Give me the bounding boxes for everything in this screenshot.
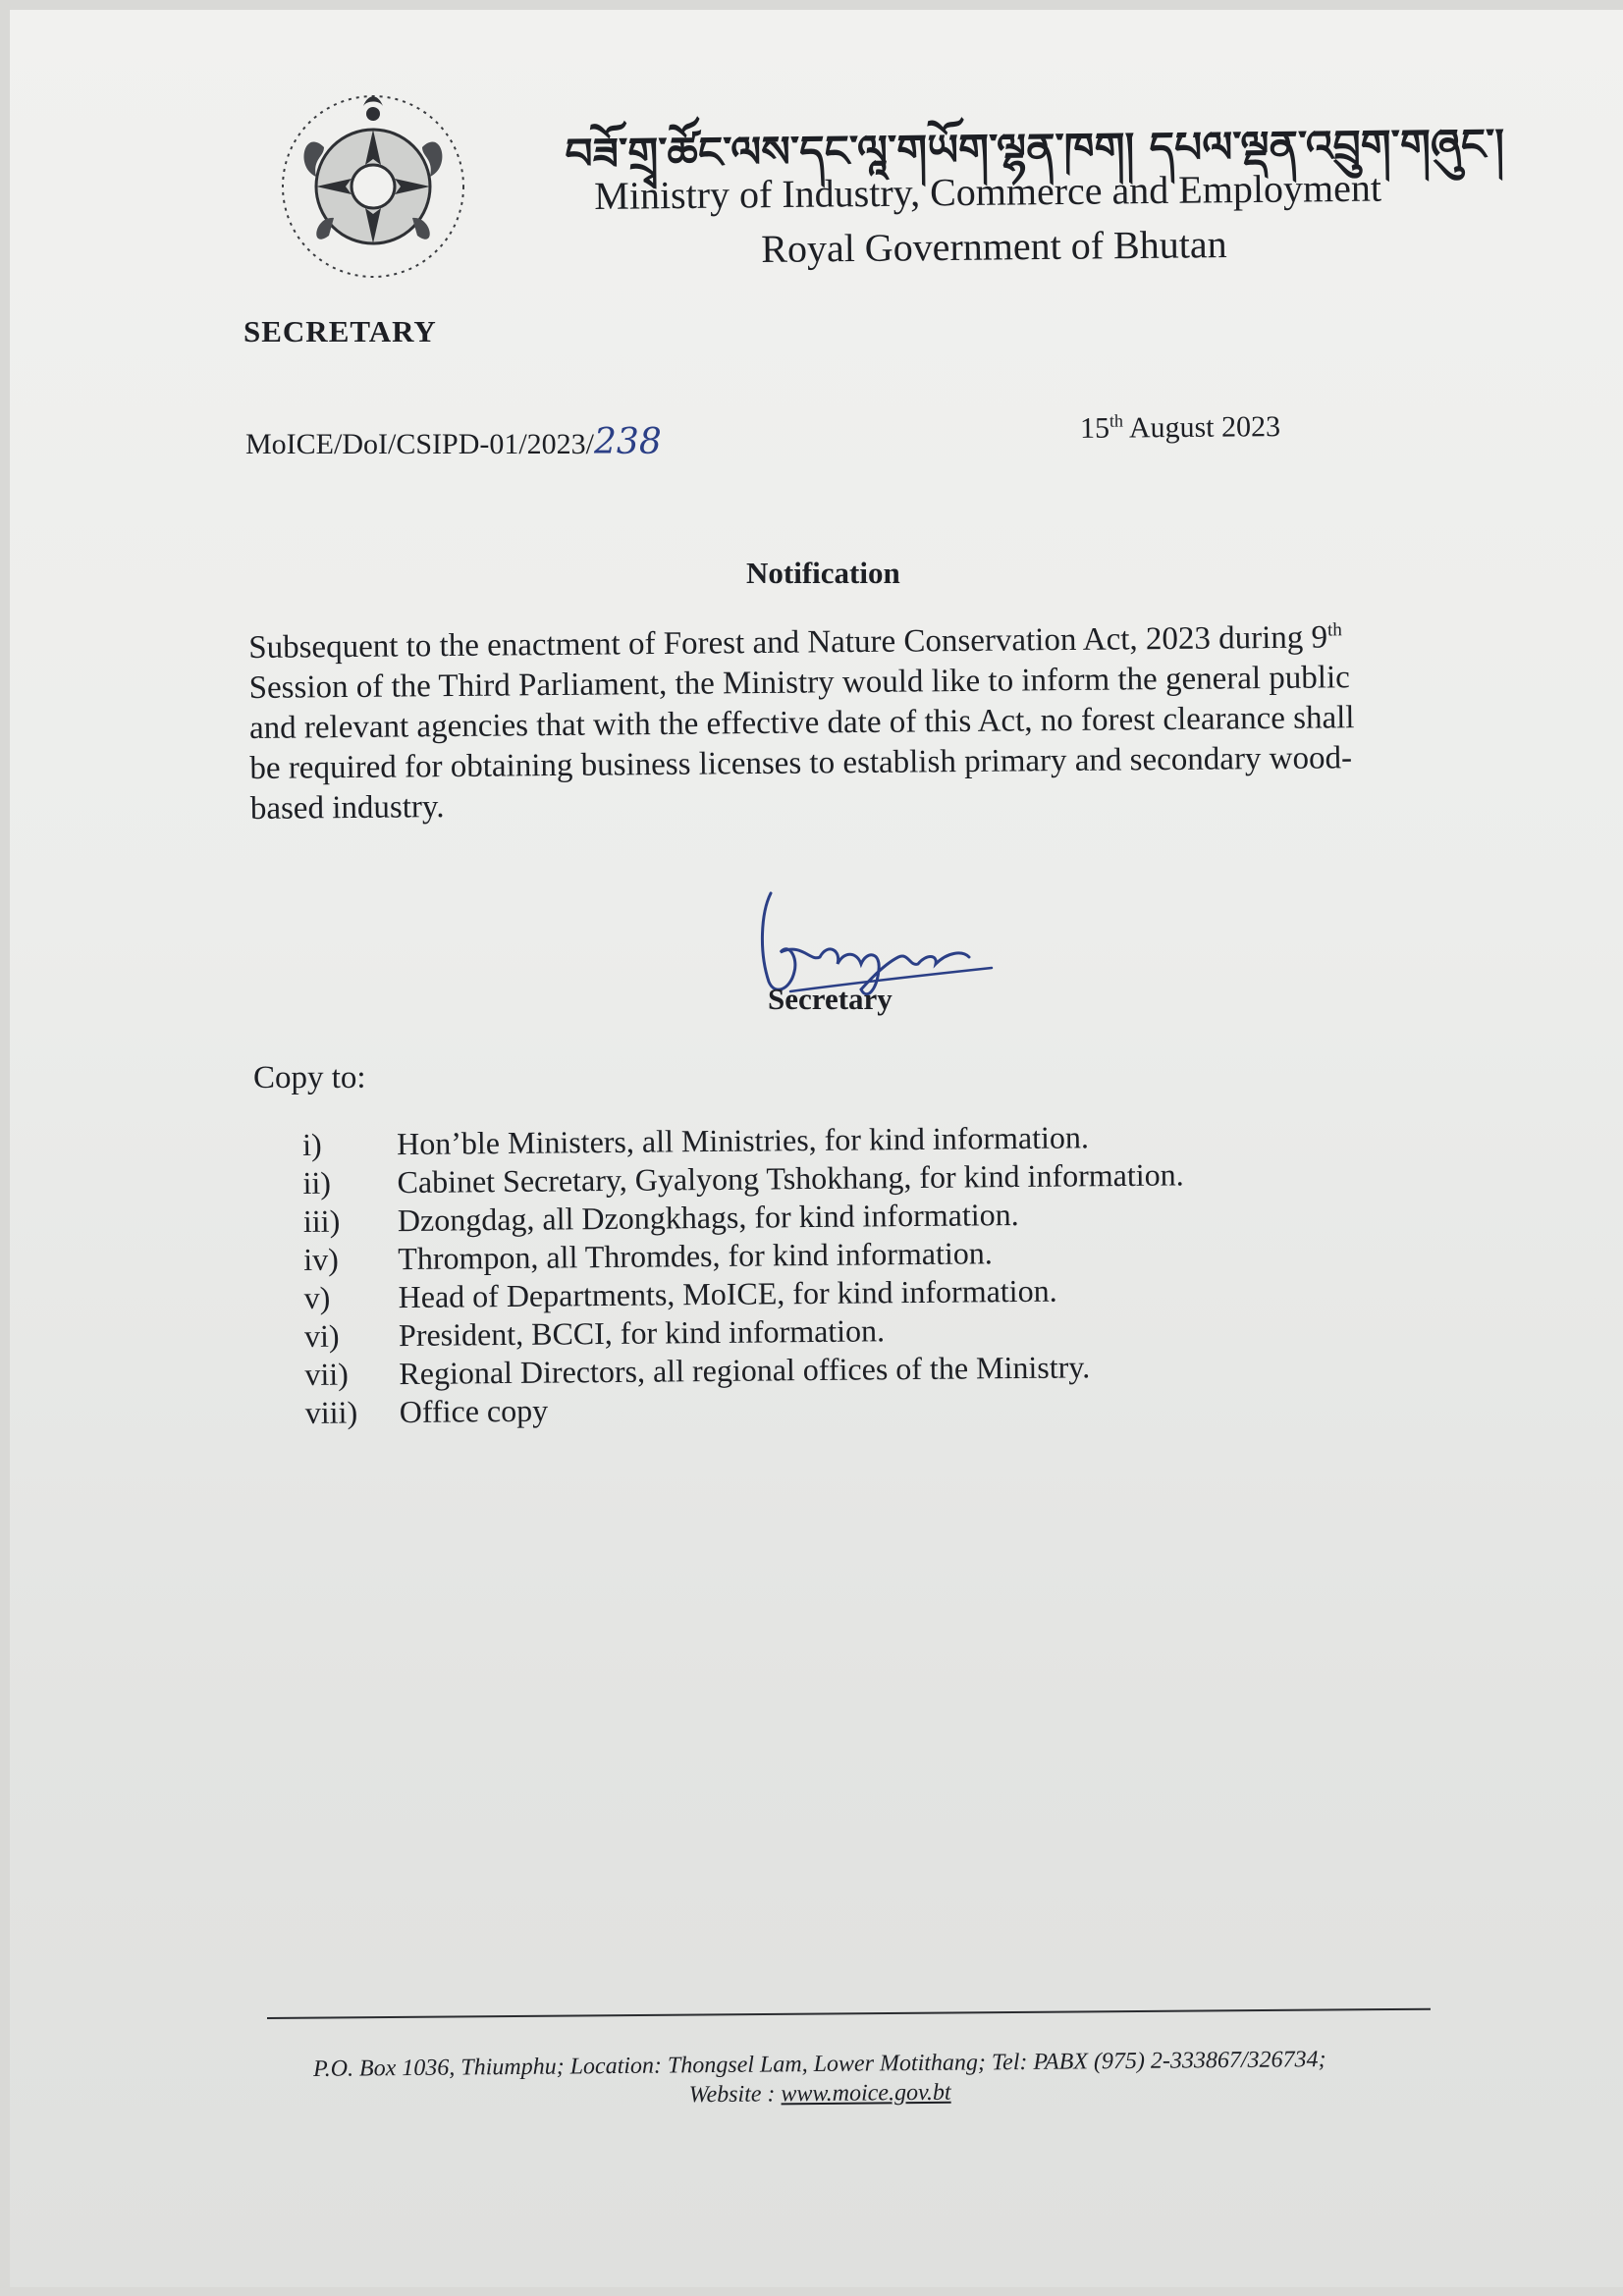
- signatory-title: Secretary: [768, 982, 893, 1016]
- list-item-number: vi): [303, 1317, 340, 1354]
- body-line: and relevant agencies that with the effective date of this Act, no forest clearance shall: [248, 700, 1355, 746]
- notification-body: [248, 610, 1409, 829]
- reference-number: [245, 422, 662, 462]
- list-item-number: ii): [302, 1164, 332, 1201]
- list-item-text: Hon’ble Ministers, all Ministries, for kind information.: [396, 1119, 1090, 1162]
- footer-divider: [267, 2008, 1431, 2019]
- reference-prefix: MoICE/DoI/CSIPD-01/2023/: [245, 428, 595, 460]
- national-emblem-icon: [255, 88, 491, 304]
- letter-page: [10, 10, 1623, 2287]
- website-link[interactable]: www.moice.gov.bt: [781, 2079, 951, 2108]
- office-heading: SECRETARY: [243, 314, 437, 348]
- list-item-number: iv): [303, 1241, 340, 1277]
- letter-date: [1080, 409, 1280, 446]
- list-item-text: Thrompon, all Thromdes, for kind information.: [398, 1235, 993, 1277]
- date-day: 15: [1079, 411, 1110, 445]
- list-item-number: v): [303, 1279, 331, 1315]
- body-line: based industry.: [249, 789, 445, 827]
- footer: [157, 2044, 1484, 2115]
- body-line: Session of the Third Parliament, the Ministry would like to inform the general public: [248, 660, 1350, 706]
- notification-title: Notification: [746, 556, 900, 590]
- footer-website-label: Website :: [688, 2081, 782, 2109]
- date-suffix: th: [1109, 410, 1124, 431]
- ministry-name: Ministry of Industry, Commerce and Employment: [594, 165, 1382, 218]
- list-item-text: Head of Departments, MoICE, for kind information.: [398, 1272, 1057, 1315]
- government-name: Royal Government of Bhutan: [761, 222, 1227, 271]
- body-superscript: th: [1326, 619, 1342, 641]
- body-line: be required for obtaining business licenses to establish primary and secondary wood-: [249, 740, 1353, 786]
- list-item-number: i): [302, 1126, 322, 1162]
- handwritten-reference-number: 238: [594, 422, 662, 462]
- dzongkha-ministry-title: བཟོ་གྲྭ་ཚོང་ལས་དང་ལཱ་གཡོག་ལྷན་ཁག། དཔལ་ལྡན་འབྲུག་གཞུང་།: [565, 119, 1505, 180]
- list-item-number: viii): [304, 1394, 358, 1430]
- footer-address: P.O. Box 1036, Thiumphu; Location: Thongsel Lam, Lower Motithang; Tel: PABX (975) 2-333867/326734;: [312, 2047, 1326, 2082]
- list-item: [305, 1386, 1186, 1433]
- list-item-number: iii): [302, 1202, 341, 1239]
- date-rest: August 2023: [1122, 410, 1281, 445]
- list-item-text: Office copy: [399, 1392, 549, 1430]
- copy-to-heading: Copy to:: [253, 1060, 366, 1095]
- copy-to-list: [302, 1118, 1186, 1433]
- body-line-text: Subsequent to the enactment of Forest and Nature Conservation Act, 2023 during 9: [248, 619, 1328, 666]
- list-item-text: Regional Directors, all regional offices of the Ministry.: [399, 1349, 1091, 1392]
- list-item-text: President, BCCI, for kind information.: [398, 1312, 886, 1354]
- list-item-text: Cabinet Secretary, Gyalyong Tshokhang, for kind information.: [397, 1156, 1184, 1201]
- list-item-number: vii): [304, 1356, 350, 1392]
- list-item-text: Dzongdag, all Dzongkhags, for kind information.: [397, 1197, 1019, 1239]
